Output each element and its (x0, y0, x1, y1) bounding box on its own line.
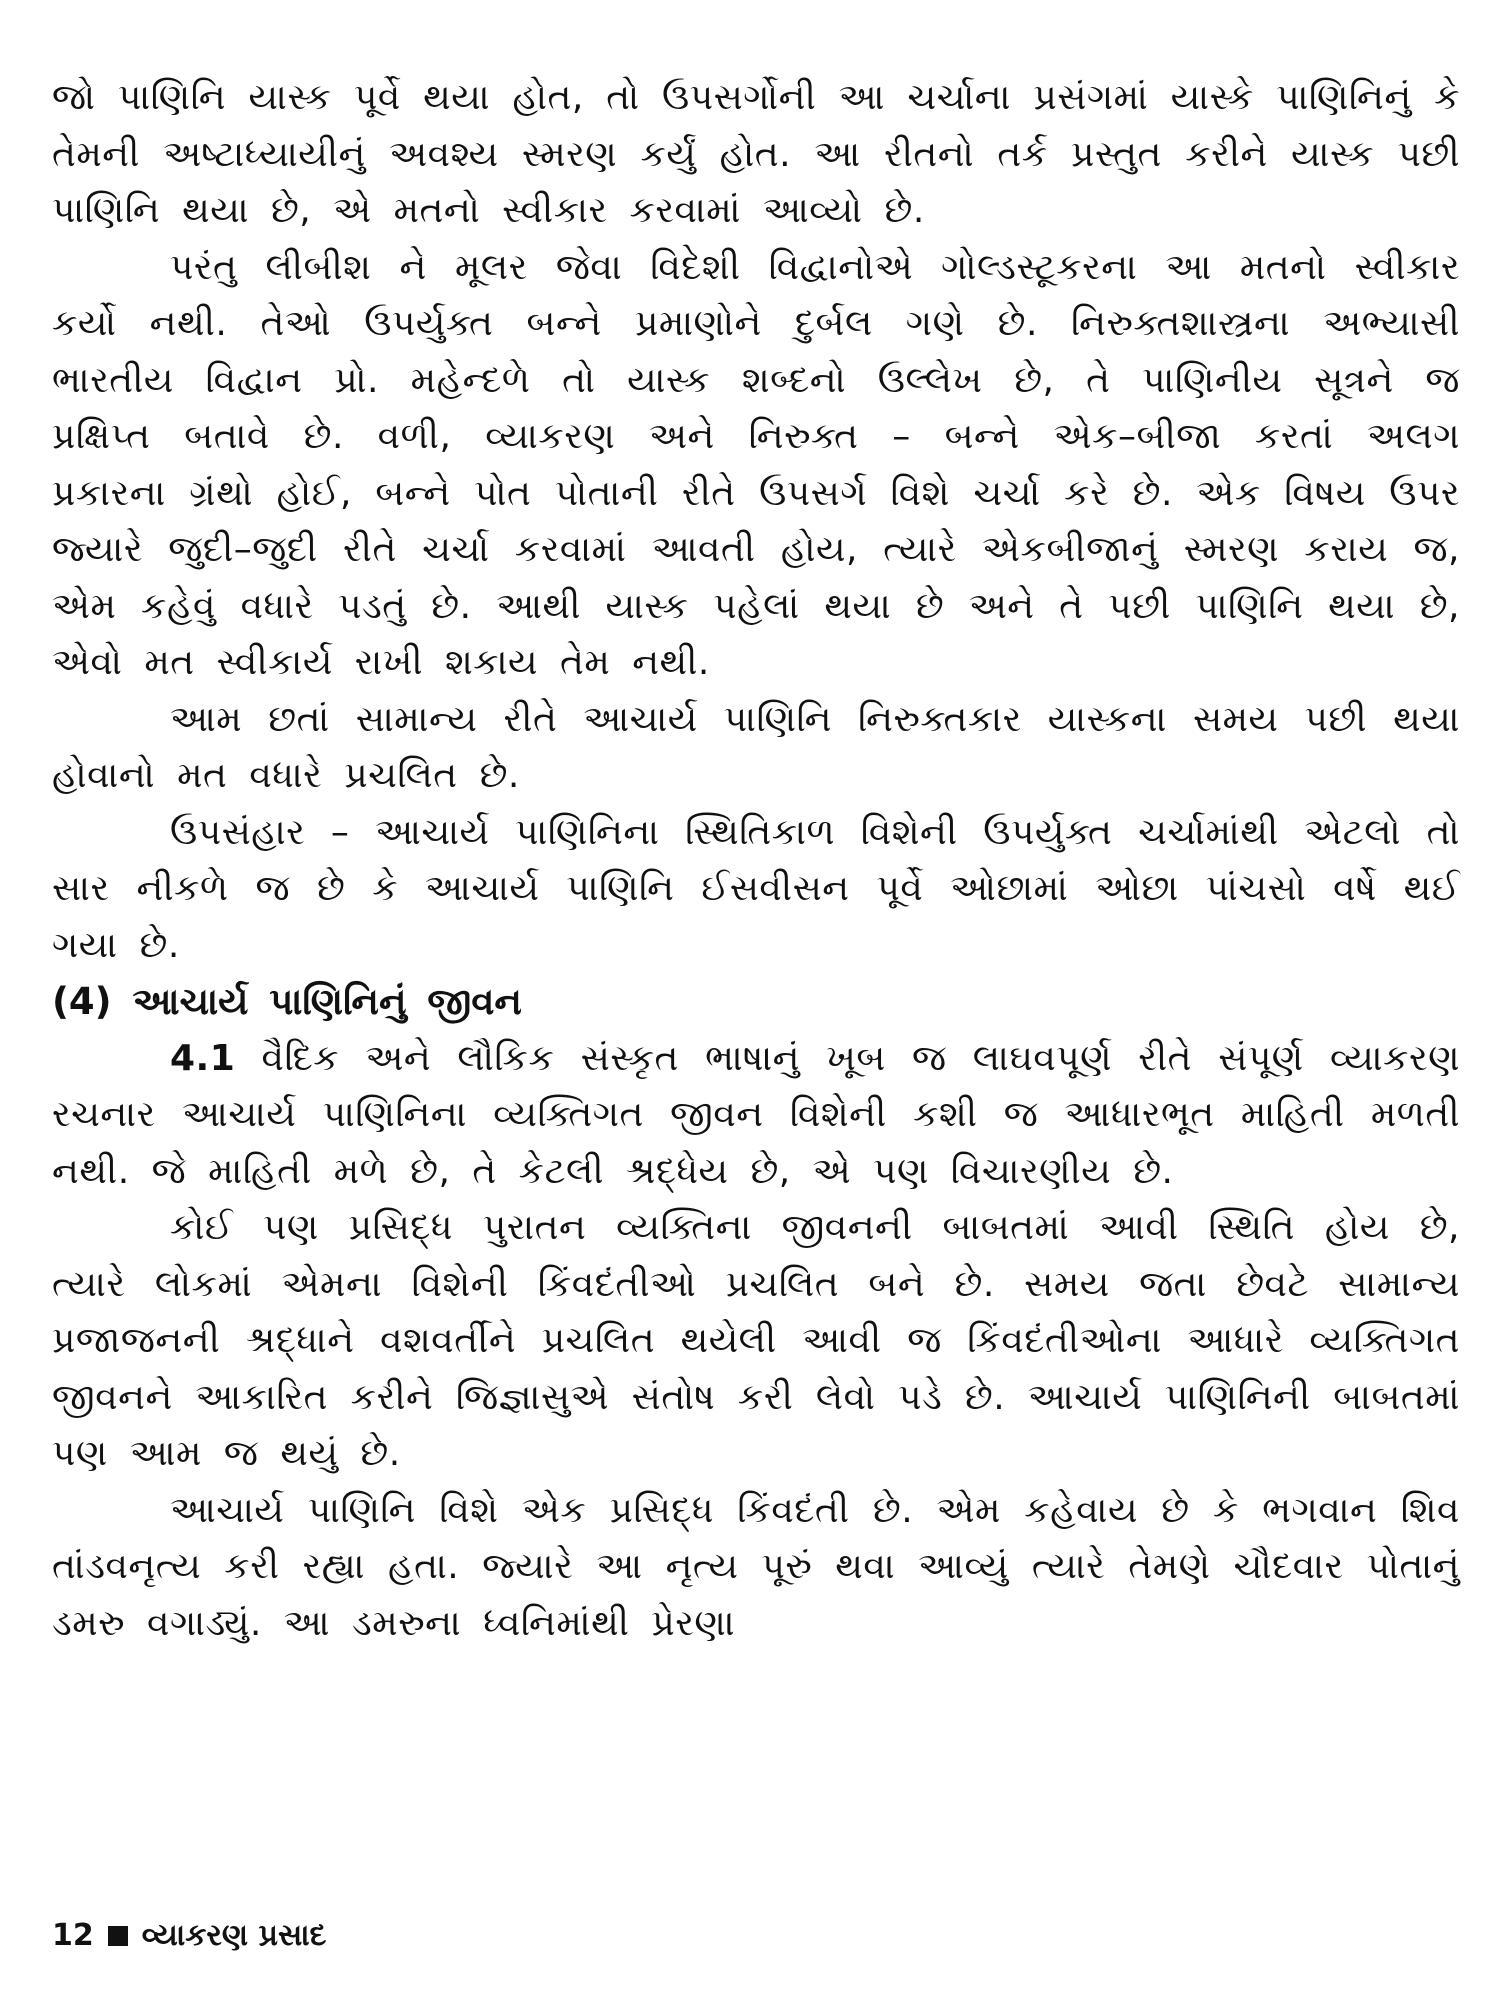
square-bullet-icon (108, 1926, 128, 1946)
section-paragraph-1 (52, 1031, 1460, 1201)
book-title: વ્યાકરણ પ્રસાદ (141, 1918, 327, 1953)
paragraph-2: પરંતુ લીબીશ ને મૂલર જેવા વિદેશી વિદ્વાનોએ ગોલ્ડસ્ટૂકરના આ મતનો સ્વીકાર કર્યો નથી. તેઓ ઉપર્યુક્ત બન્ને પ્રમાણોને દુર્બલ ગણે છે. નિરુક્તશાસ્ત્રના અભ્યાસી ભારતીય વિદ્વાન પ્રો. મહેન્દળે તો યાસ્ક શબ્દનો ઉલ્લેખ છે, તે પાણિનીય સૂત્રને જ પ્રક્ષિપ્ત બતાવે છે. વળી, વ્યાકરણ અને નિરુક્ત – બન્ને એક–બીજા કરતાં અલગ પ્રકારના ગ્રંથો હોઈ, બન્ને પોત પોતાની રીતે ઉપસર્ગ વિશે ચર્ચા કરે છે. એક વિષય ઉપર જ્યારે જુદી–જુદી રીતે ચર્ચા કરવામાં આવતી હોય, ત્યારે એકબીજાનું સ્મરણ કરાય જ, એમ કહેવું વધારે પડતું છે. આથી યાસ્ક પહેલાં થયા છે અને તે પછી પાણિનિ થયા છે, એવો મત સ્વીકાર્ય રાખી શકાય તેમ નથી. (52, 246, 1460, 683)
section-paragraph-1-text: વૈદિક અને લૌકિક સંસ્કૃત ભાષાનું ખૂબ જ લાઘવપૂર્ણ રીતે સંપૂર્ણ વ્યાકરણ રચનાર આચાર્ય પાણિનિના વ્યક્તિગત જીવન વિશેની કશી જ આધારભૂત માહિતી મળતી નથી. જે માહિતી મળે છે, તે કેટલી શ્રદ્ધેય છે, એ પણ વિચારણીય છે. (52, 1037, 1460, 1192)
page-body (52, 70, 1460, 1652)
section-number: 4.1 (170, 1037, 236, 1079)
section-paragraph-2: કોઈ પણ પ્રસિદ્ધ પુરાતન વ્યક્તિના જીવનની બાબતમાં આવી સ્થિતિ હોય છે, ત્યારે લોકમાં એમના વિશેની કિંવદંતીઓ પ્રચલિત બને છે. સમય જતા છેવટે સામાન્ય પ્રજાજનની શ્રદ્ધાને વશવર્તીને પ્રચલિત થયેલી આવી જ કિંવદંતીઓના આધારે વ્યક્તિગત જીવનને આકારિત કરીને જિજ્ઞાસુએ સંતોષ કરી લેવો પડે છે. આચાર્ય પાણિનિની બાબતમાં પણ આમ જ થયું છે. (52, 1207, 1460, 1474)
paragraph-1: જો પાણિનિ યાસ્ક પૂર્વે થયા હોત, તો ઉપસર્ગોની આ ચર્ચાના પ્રસંગમાં યાસ્કે પાણિનિનું કે તેમની અષ્ટાધ્યાયીનું અવશ્ય સ્મરણ કર્યું હોત. આ રીતનો તર્ક પ્રસ્તુત કરીને યાસ્ક પછી પાણિનિ થયા છે, એ મતનો સ્વીકાર કરવામાં આવ્યો છે. (52, 77, 1460, 231)
page-footer (52, 1918, 326, 1953)
paragraph-3: આમ છતાં સામાન્ય રીતે આચાર્ય પાણિનિ નિરુક્તકાર યાસ્કના સમય પછી થયા હોવાનો મત વધારે પ્રચલિત છે. (52, 698, 1460, 796)
page-number: 12 (52, 1918, 94, 1953)
section-paragraph-3: આચાર્ય પાણિનિ વિશે એક પ્રસિદ્ધ કિંવદંતી છે. એમ કહેવાય છે કે ભગવાન શિવ તાંડવનૃત્ય કરી રહ્યા હતા. જ્યારે આ નૃત્ય પૂરું થવા આવ્યું ત્યારે તેમણે ચૌદવાર પોતાનું ડમરુ વગાડ્યું. આ ડમરુના ધ્વનિમાંથી પ્રેરણા (52, 1489, 1460, 1644)
section-heading: (4) આચાર્ય પાણિનિનું જીવન (52, 980, 522, 1023)
paragraph-4: ઉપસંહાર – આચાર્ય પાણિનિના સ્થિતિકાળ વિશેની ઉપર્યુક્ત ચર્ચામાંથી એટલો તો સાર નીકળે જ છે કે આચાર્ય પાણિનિ ઈસવીસન પૂર્વે ઓછામાં ઓછા પાંચસો વર્ષે થઈ ગયા છે. (52, 811, 1460, 966)
